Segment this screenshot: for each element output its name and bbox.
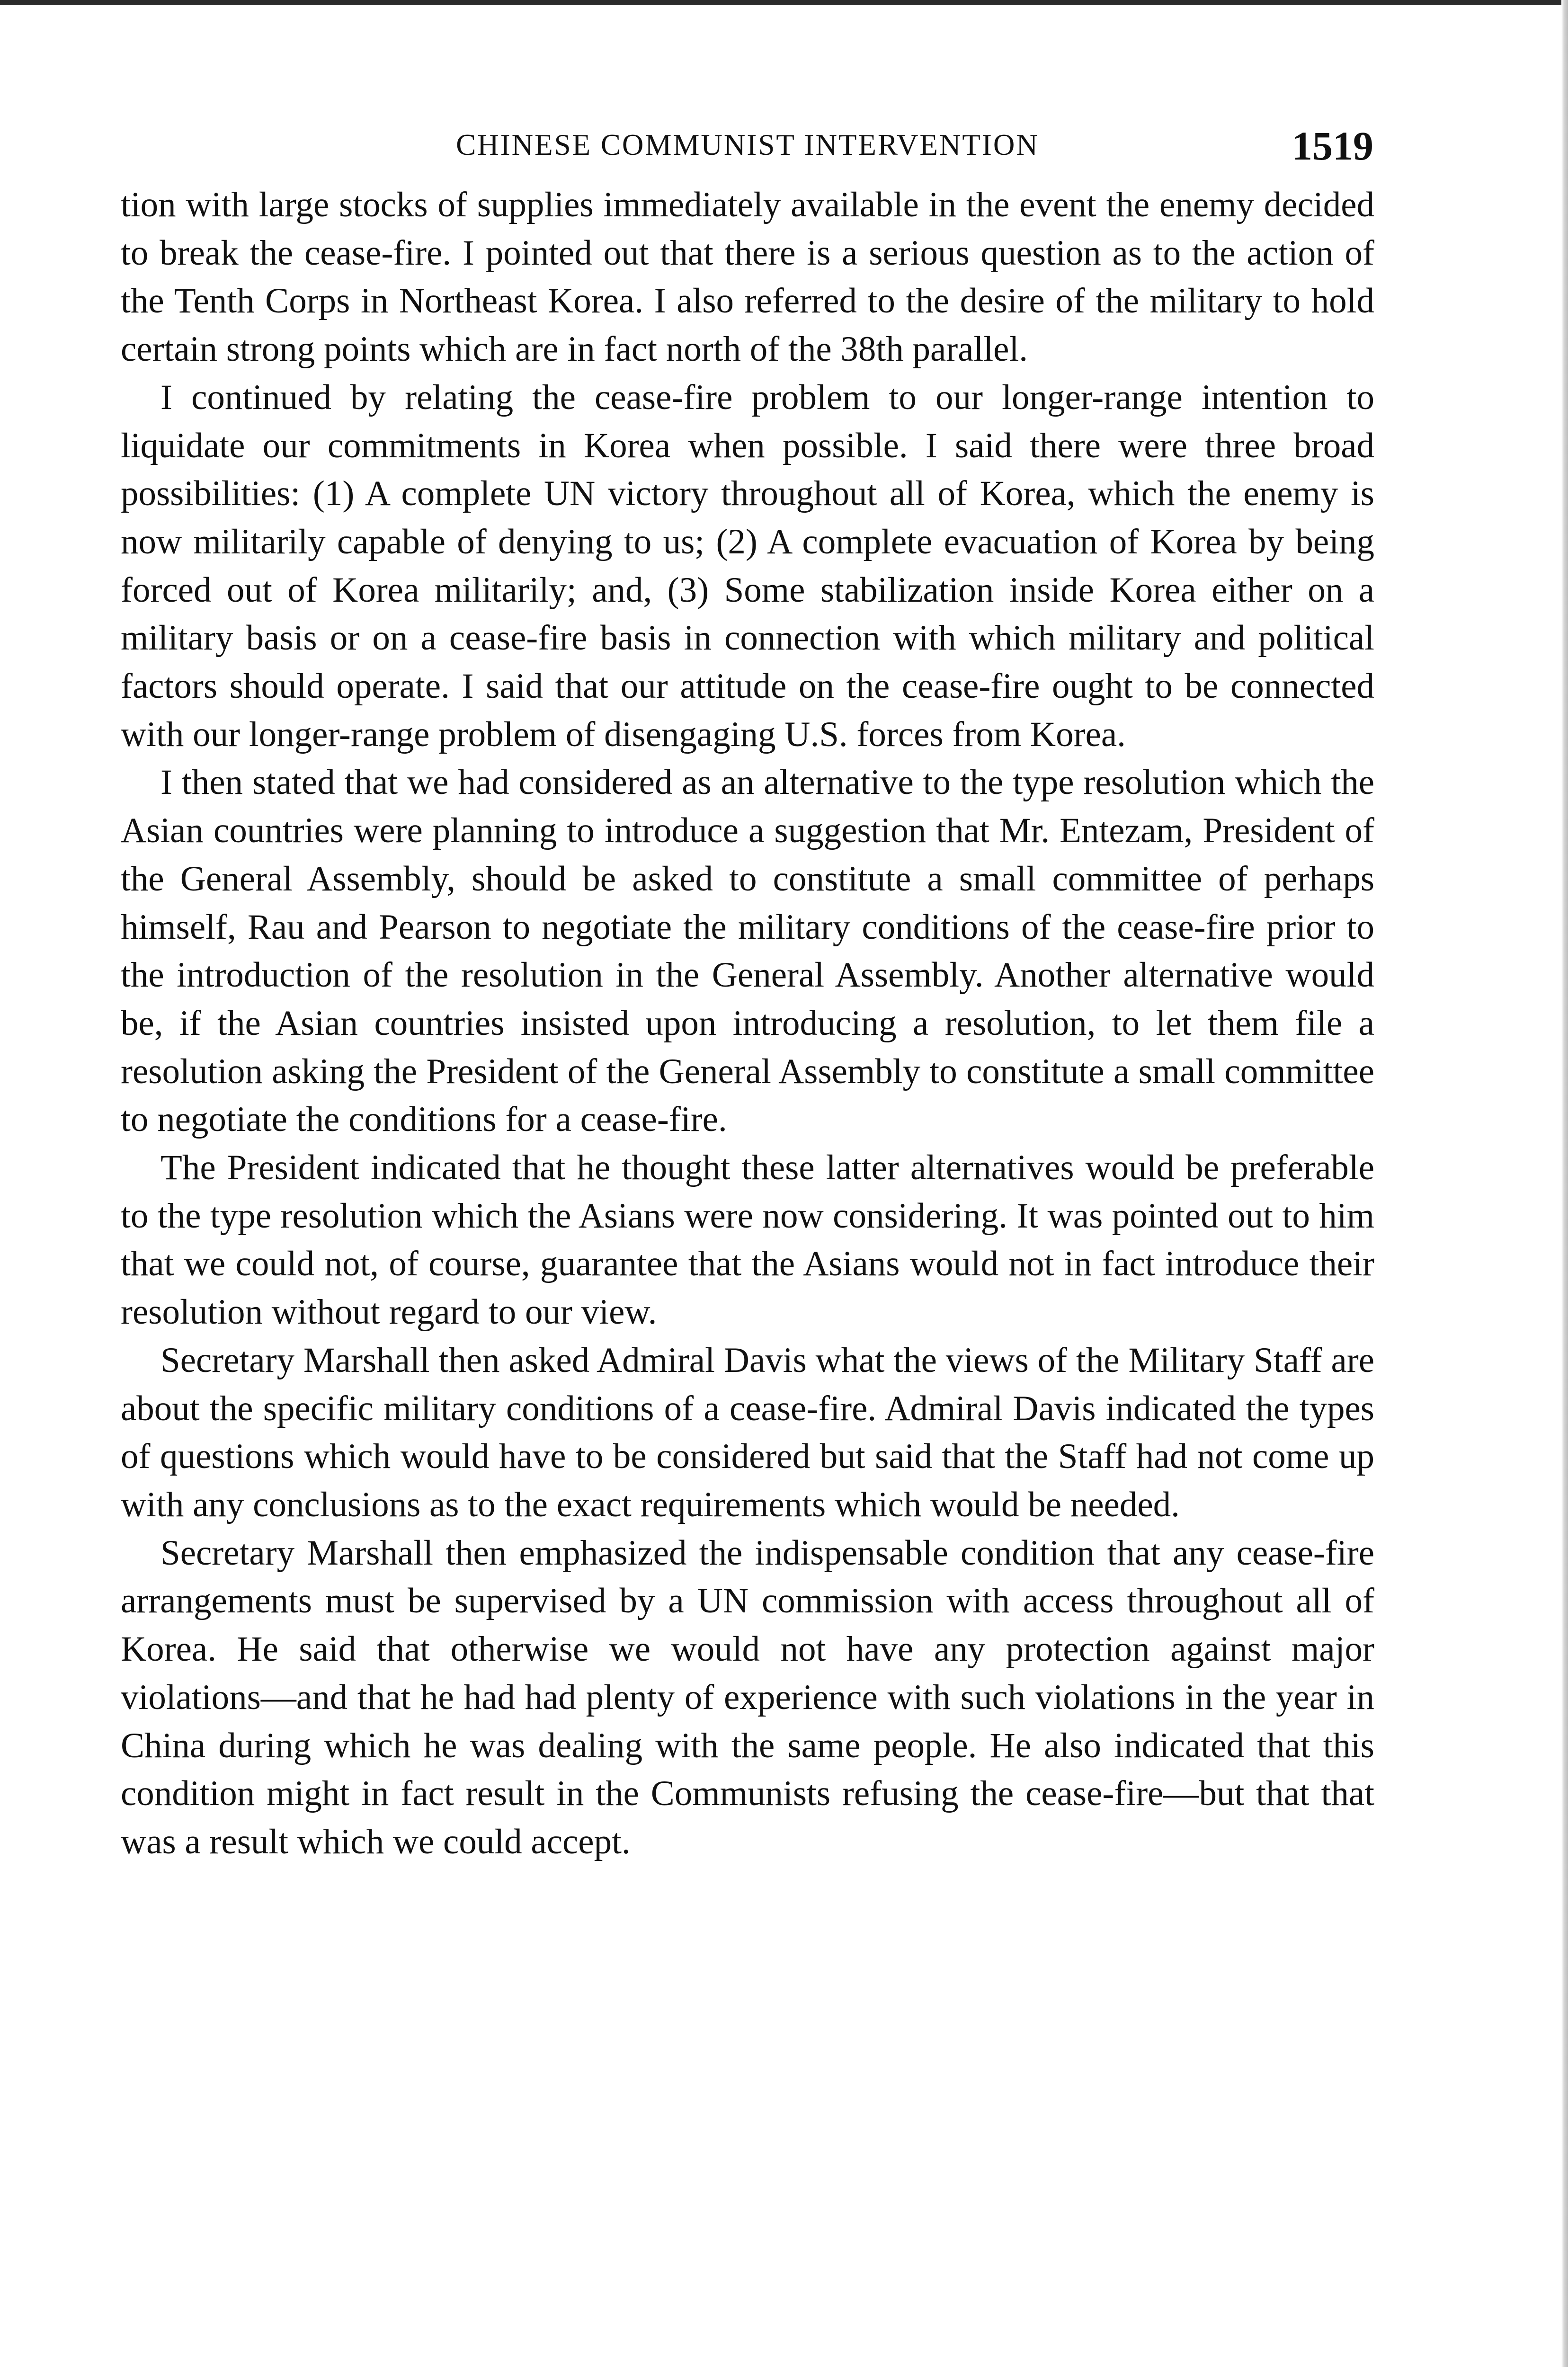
running-title: CHINESE COMMUNIST INTERVENTION xyxy=(456,128,1039,161)
top-border-rule xyxy=(0,0,1568,5)
page-edge-shadow xyxy=(1561,0,1568,2367)
paragraph-alternatives: I then stated that we had considered as an alternative to the type resolution which the Asian countries were planning to introduce a suggestion that Mr. Entezam, President of the General Assembly, should be asked to constitute a small committee of perhaps himself, Rau and Pearson to negotiate the military conditions of the cease-fire prior to the introduction of the resolution in the General Assembly. Another alternative would be, if the Asian countries insisted upon introducing a resolution, to let them file a resolution asking the President of the General Assembly to constitute a small committee to negotiate the conditions for a cease-fire. xyxy=(121,763,1374,1139)
body-text xyxy=(121,181,1374,1866)
paragraph-president-response: The President indicated that he thought these latter alternatives would be preferable to the type resolution which the Asians were now considering. It was pointed out to him that we could not, of course, guarantee that the Asians would not in fact introduce their resolution without regard to our view. xyxy=(121,1148,1374,1332)
page-number: 1519 xyxy=(1292,123,1373,169)
paragraph-un-commission: Secretary Marshall then emphasized the indispensable condition that any cease-fire arrangements must be supervised by a UN commission with access throughout all of Korea. He said that otherwise we would not have any protection against major violations—and that he had had plenty of experience with such violations in the year in China during which he was dealing with the same people. He also indicated that this condition might in fact result in the Communists refusing the cease-fire—but that that was a result which we could accept. xyxy=(121,1533,1374,1861)
document-page xyxy=(121,118,1374,1866)
running-header xyxy=(121,118,1374,170)
paragraph-continuation: tion with large stocks of supplies immediately available in the event the enemy decided to break the cease-fire. I pointed out that there is a serious question as to the action of the Tenth Corps in Northeast Korea. I also referred to the desire of the military to hold certain strong points which are in fact north of the 38th parallel. xyxy=(121,185,1374,369)
paragraph-military-staff: Secretary Marshall then asked Admiral Davis what the views of the Military Staff are about the specific military conditions of a cease-fire. Admiral Davis indicated the types of questions which would have to be considered but said that the Staff had not come up with any conclusions as to the exact requirements which would be needed. xyxy=(121,1340,1374,1524)
paragraph-possibilities: I continued by relating the cease-fire problem to our longer-range intention to liquidate our commitments in Korea when possible. I said there were three broad possibilities: (1) A complete UN victory throughout all of Korea, which the enemy is now militarily capable of denying to us; (2) A complete evacuation of Korea by being forced out of Korea militarily; and, (3) Some stabilization inside Korea either on a military basis or on a cease-fire basis in connection with which military and political factors should operate. I said that our attitude on the cease-fire ought to be connected with our longer-range problem of disengaging U.S. forces from Korea. xyxy=(121,377,1374,754)
